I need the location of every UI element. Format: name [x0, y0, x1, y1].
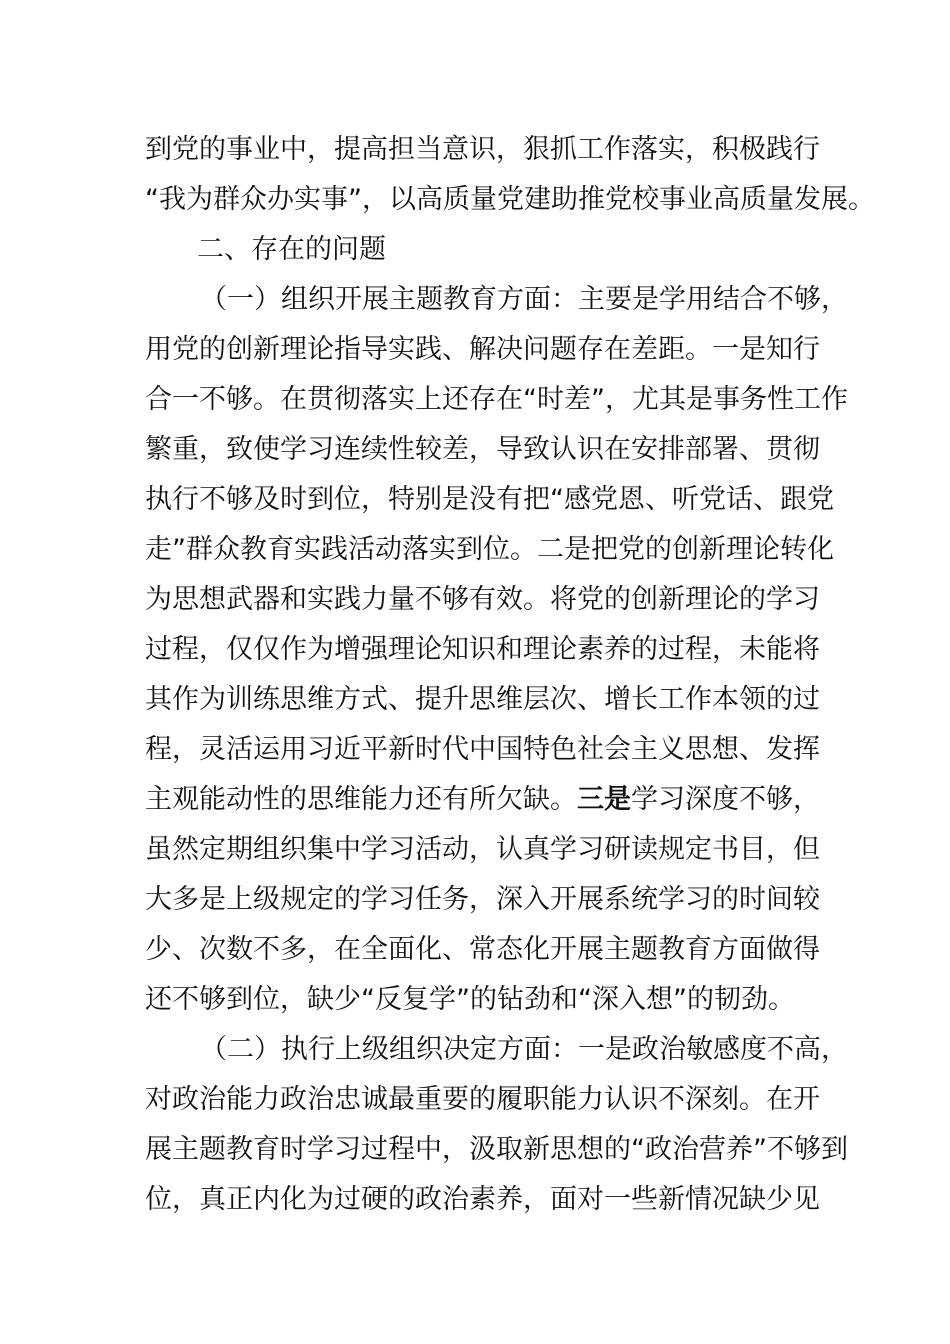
body-text-line: 过程，仅仅作为增强理论知识和理论素养的过程，未能将 — [145, 634, 820, 665]
bold-emphasis: 三是 — [577, 784, 631, 815]
body-text-line: 到党的事业中，提高担当意识，狠抓工作落实，积极践行 — [145, 134, 820, 165]
text-segment: 学习深度不够， — [631, 784, 820, 815]
subsection-heading-line: （一）组织开展主题教育方面：主要是学用结合不够， — [200, 284, 848, 315]
body-text-line — [145, 780, 820, 820]
text-segment: 主观能动性的思维能力还有所欠缺。 — [145, 784, 577, 815]
body-text-line: 用党的创新理论指导实践、解决问题存在差距。一是知行 — [145, 334, 820, 365]
body-text-line: 走”群众教育实践活动落实到位。二是把党的创新理论转化 — [145, 534, 834, 565]
body-text-line: 虽然定期组织集中学习活动，认真学习研读规定书目，但 — [145, 834, 820, 865]
body-text-line: 对政治能力政治忠诚最重要的履职能力认识不深刻。在开 — [145, 1084, 820, 1115]
body-text-line: 其作为训练思维方式、提升思维层次、增长工作本领的过 — [145, 684, 820, 715]
body-text-line: 少、次数不多，在全面化、常态化开展主题教育方面做得 — [145, 934, 820, 965]
body-text-line: “我为群众办实事”，以高质量党建助推党校事业高质量发展。 — [145, 184, 875, 215]
body-text-line: 位，真正内化为过硬的政治素养，面对一些新情况缺少见 — [145, 1184, 820, 1215]
body-text-line: 合一不够。在贯彻落实上还存在“时差”，尤其是事务性工作 — [145, 384, 848, 415]
body-text-line: 展主题教育时学习过程中，汲取新思想的“政治营养”不够到 — [145, 1134, 848, 1165]
subsection-heading-line: （二）执行上级组织决定方面：一是政治敏感度不高， — [200, 1034, 848, 1065]
section-heading: 二、存在的问题 — [197, 234, 386, 265]
body-text-line: 大多是上级规定的学习任务，深入开展系统学习的时间较 — [145, 884, 820, 915]
body-text-line: 为思想武器和实践力量不够有效。将党的创新理论的学习 — [145, 584, 820, 615]
body-text-line: 繁重，致使学习连续性较差，导致认识在安排部署、贯彻 — [145, 434, 820, 465]
body-text-line: 程，灵活运用习近平新时代中国特色社会主义思想、发挥 — [145, 734, 820, 765]
body-text-line: 还不够到位，缺少“反复学”的钻劲和“深入想”的韧劲。 — [145, 984, 795, 1015]
body-text-line: 执行不够及时到位，特别是没有把“感党恩、听党话、跟党 — [145, 484, 834, 515]
